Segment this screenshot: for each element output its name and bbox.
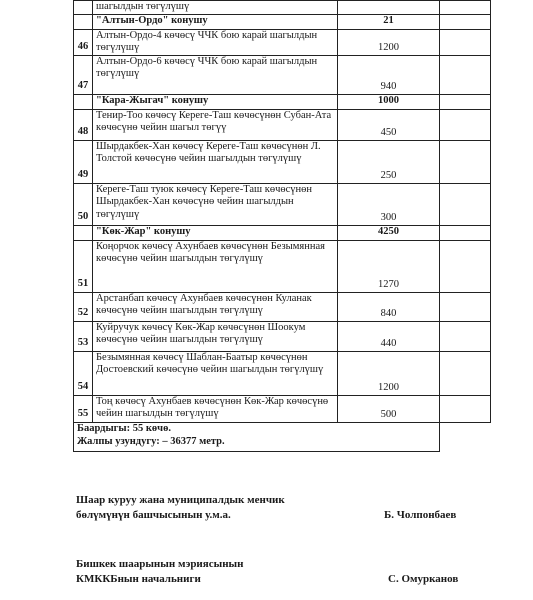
street-length: 300 [338, 183, 440, 225]
row-number: 48 [74, 109, 93, 140]
spacer-cell [440, 321, 491, 351]
spacer-cell [440, 109, 491, 140]
row-number: 46 [74, 29, 93, 55]
street-length: 1270 [338, 240, 440, 292]
spacer-cell [440, 94, 491, 109]
signature-1-title-line1: Шаар куруу жана муниципалдык менчик [76, 494, 285, 506]
district-row [74, 94, 491, 109]
street-description: Тенир-Тоо көчөсү Кереге-Таш көчөсүнөн Субан-Ата көчөсүнө чейин шагыл төгүү [93, 109, 338, 140]
table-row [74, 109, 491, 140]
street-length: 250 [338, 140, 440, 183]
street-length [338, 1, 440, 15]
district-row [74, 14, 491, 29]
row-number: 55 [74, 395, 93, 422]
table-row [74, 140, 491, 183]
row-number [74, 14, 93, 29]
signature-2-title-line1: Бишкек шаарынын мэриясынын [76, 558, 244, 570]
table-row [74, 321, 491, 351]
table-row [74, 29, 491, 55]
signature-1-name: Б. Чолпонбаев [384, 509, 457, 521]
row-number: 49 [74, 140, 93, 183]
spacer-cell [440, 14, 491, 29]
row-number [74, 94, 93, 109]
table-row [74, 395, 491, 422]
row-number: 54 [74, 351, 93, 395]
spacer-cell [440, 183, 491, 225]
row-number: 53 [74, 321, 93, 351]
spacer-cell [440, 1, 491, 15]
table-row [74, 55, 491, 94]
district-row [74, 225, 491, 240]
spacer-cell [440, 292, 491, 321]
street-length: 500 [338, 395, 440, 422]
district-name: "Алтын-Ордо" конушу [93, 14, 338, 29]
signature-1-title-line2: бөлүмүнүн башчысынын у.м.а. [76, 509, 231, 521]
row-number [74, 225, 93, 240]
table-row [74, 183, 491, 225]
signature-2-title-line2: КМККБнын начальниги [76, 573, 201, 585]
street-description: Алтын-Ордо-6 көчөсү ЧЧК бою карай шагылдын төгүлүшү [93, 55, 338, 94]
table-row [74, 351, 491, 395]
street-description: Кереге-Таш туюк көчөсү Кереге-Таш көчөсүнөн Шырдакбек-Хан көчөсүнө чейин шагылдын төгүлүшү [93, 183, 338, 225]
spacer-cell [440, 225, 491, 240]
row-number: 50 [74, 183, 93, 225]
street-length: 1200 [338, 29, 440, 55]
street-length: 21 [338, 14, 440, 29]
spacer-cell [440, 395, 491, 422]
street-length: 1000 [338, 94, 440, 109]
street-length: 840 [338, 292, 440, 321]
row-number: 51 [74, 240, 93, 292]
street-description: шагылдын төгүлүшү [93, 1, 338, 15]
street-length: 450 [338, 109, 440, 140]
spacer-cell [440, 55, 491, 94]
signature-2-name: С. Омурканов [388, 573, 459, 585]
row-number [74, 1, 93, 15]
street-length: 440 [338, 321, 440, 351]
spacer-cell [440, 240, 491, 292]
table-row [74, 1, 491, 15]
spacer-cell [440, 351, 491, 395]
street-description: Арстанбап көчөсү Ахунбаев көчөсүнөн Куланак көчөсүнө чейин шагылдын төгүлүшү [93, 292, 338, 321]
street-description: Безымянная көчөсү Шаблан-Баатыр көчөсүнөн Достоевский көчөсүнө чейин шагылдын төгүлүшү [93, 351, 338, 395]
total-length: Жалпы узундугу: – 36377 метр. [74, 436, 440, 451]
row-number: 52 [74, 292, 93, 321]
district-name: "Кара-Жыгач" конушу [93, 94, 338, 109]
streets-table-body [74, 1, 491, 423]
table-row [74, 240, 491, 292]
spacer-cell [440, 29, 491, 55]
total-length-row [74, 436, 491, 451]
street-length: 1200 [338, 351, 440, 395]
street-length: 4250 [338, 225, 440, 240]
street-description: Алтын-Ордо-4 көчөсү ЧЧК бою карай шагылдын төгүлүшү [93, 29, 338, 55]
totals-block [74, 422, 491, 451]
district-name: "Көк-Жар" конушу [93, 225, 338, 240]
row-number: 47 [74, 55, 93, 94]
table-row [74, 292, 491, 321]
total-count: Баардыгы: 55 көчө. [74, 422, 440, 436]
total-count-row [74, 422, 491, 436]
streets-table [73, 0, 491, 452]
spacer-cell [440, 140, 491, 183]
street-description: Коңорчок көчөсү Ахунбаев көчөсүнөн Безымянная көчөсүнө чейин шагылдын төгүлүшү [93, 240, 338, 292]
street-description: Шырдакбек-Хан көчөсү Кереге-Таш көчөсүнөн Л. Толстой көчөсүнө чейин шагылдын төгүлүшү [93, 140, 338, 183]
street-length: 940 [338, 55, 440, 94]
street-description: Тоң көчөсү Ахунбаев көчөсүнөн Көк-Жар көчөсүнө чейин шагылдын төгүлүшү [93, 395, 338, 422]
street-description: Куйручук көчөсү Көк-Жар көчөсүнөн Шоокум көчөсүнө чейин шагылдын төгүлүшү [93, 321, 338, 351]
